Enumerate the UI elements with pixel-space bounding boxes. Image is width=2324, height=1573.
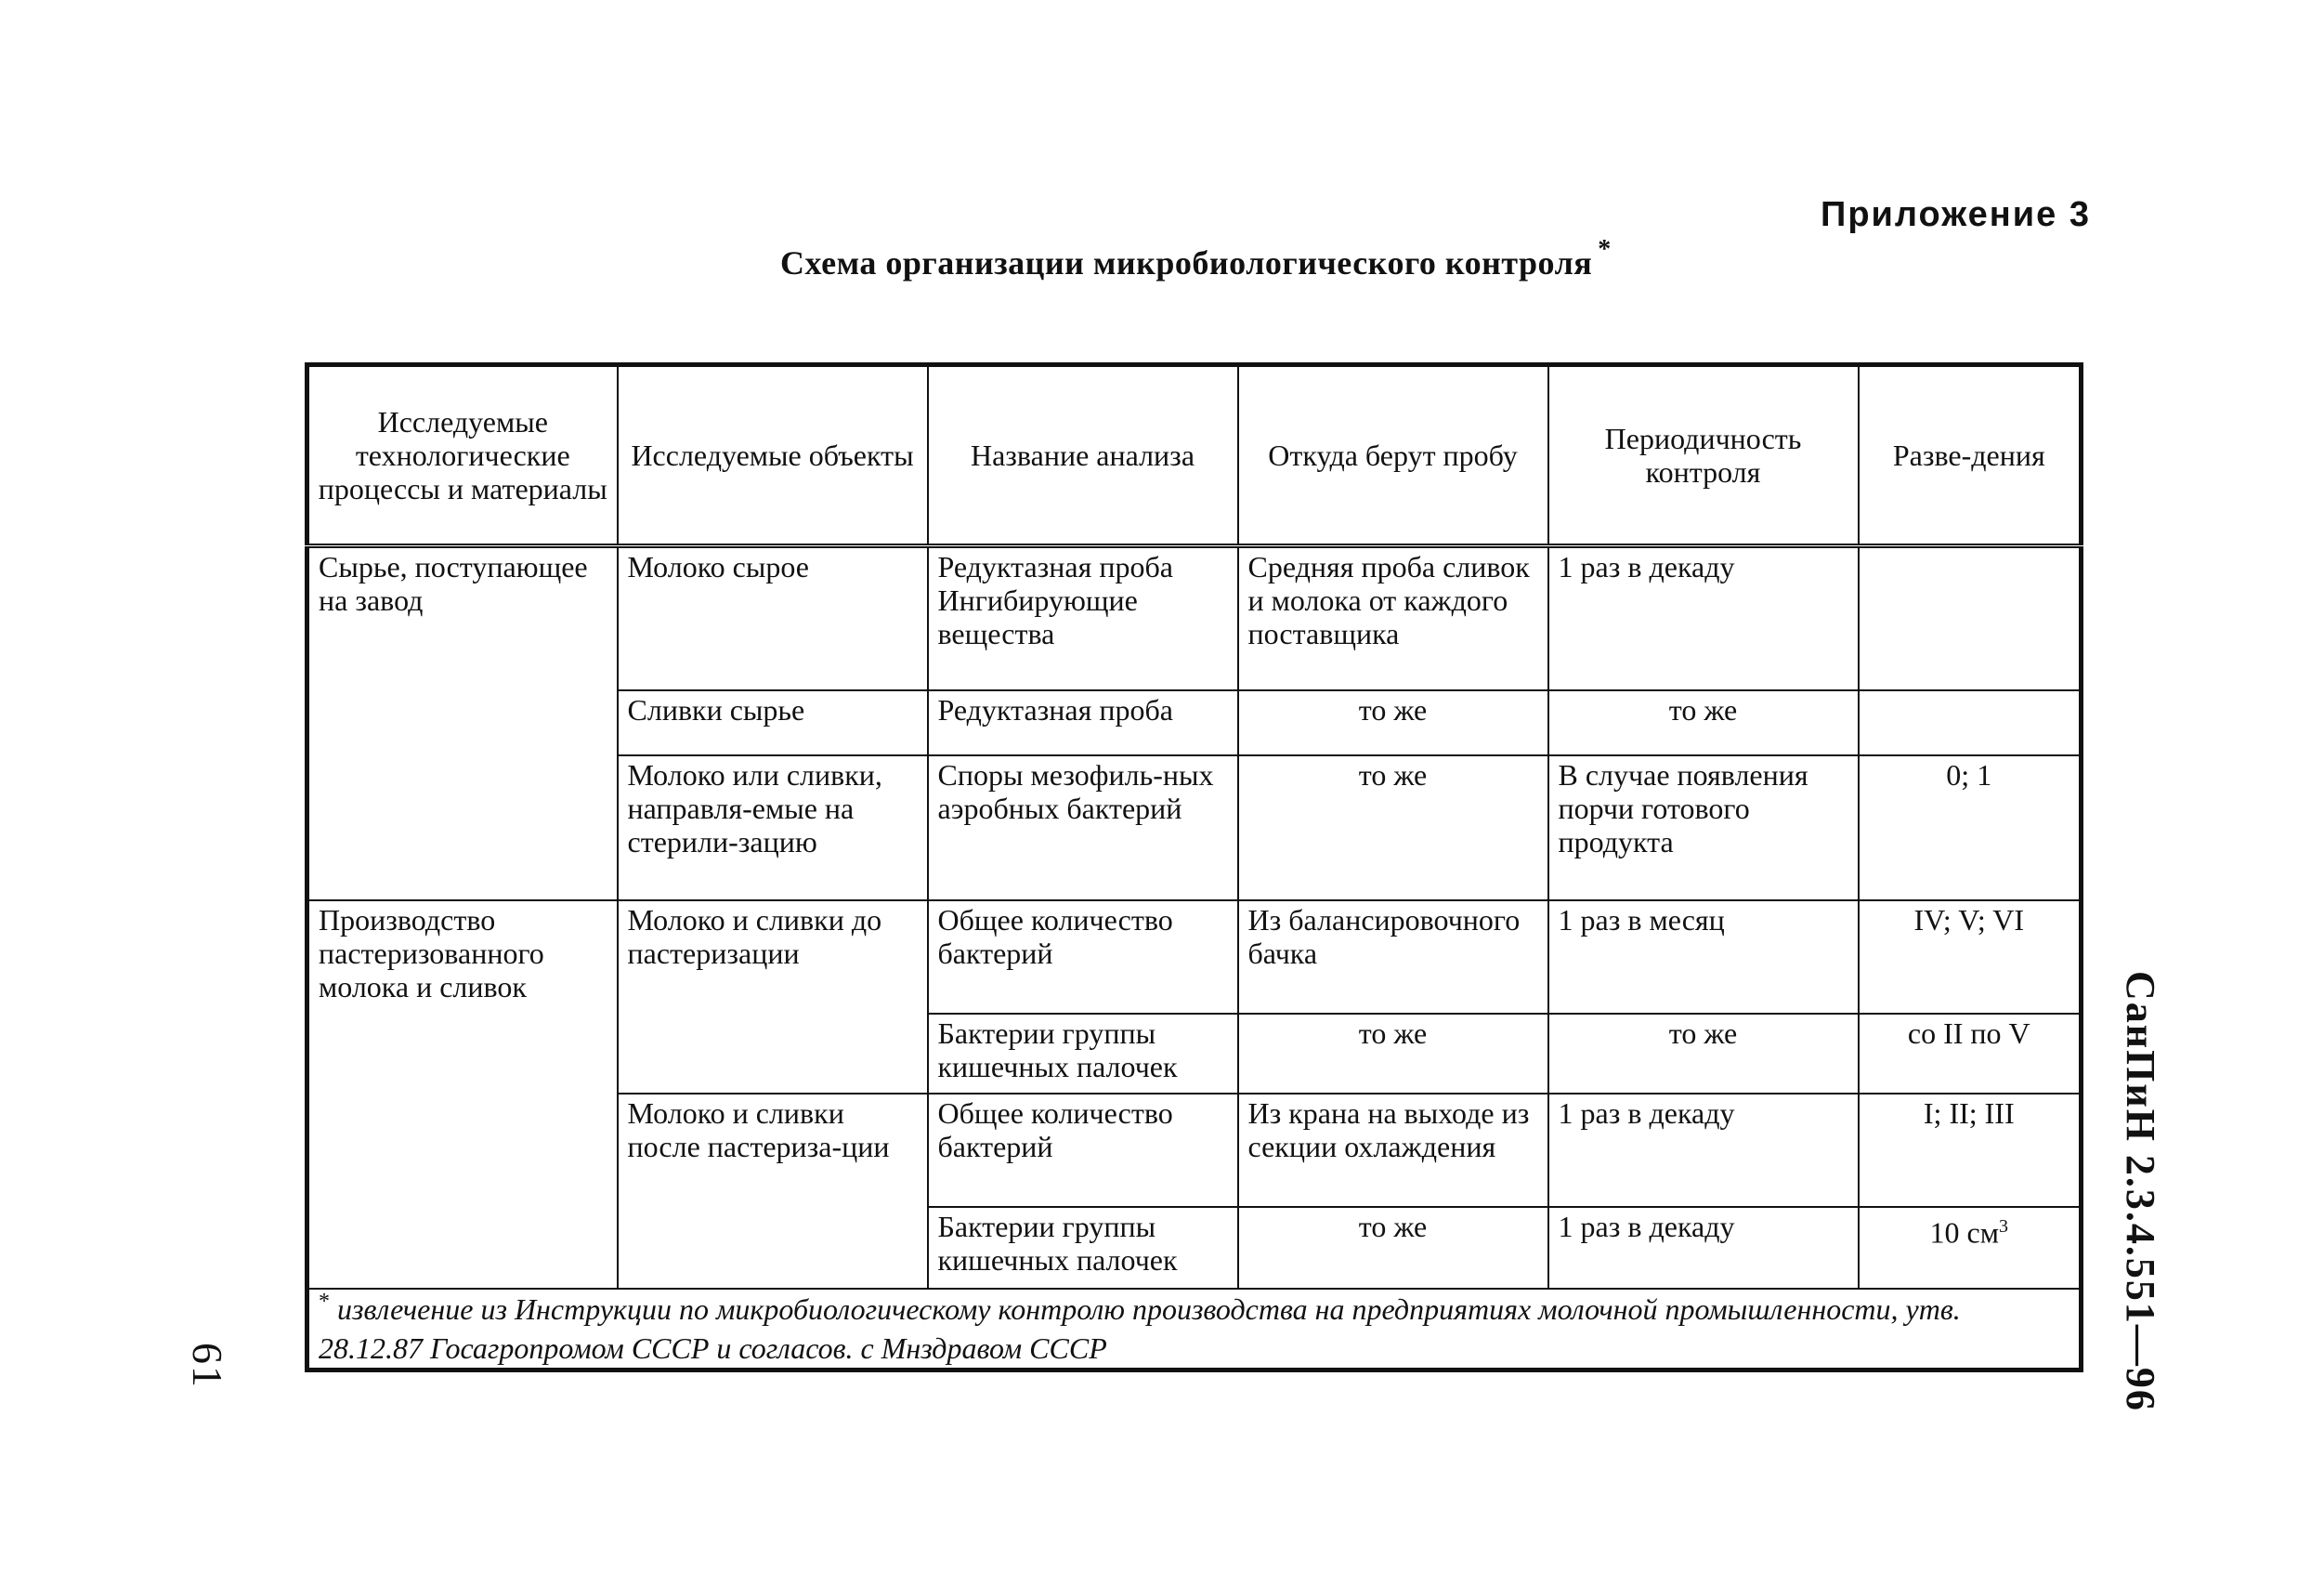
object-cell: Молоко или сливки, направля-емые на стерили-зацию <box>618 755 928 900</box>
analysis-cell: Общее количество бактерий <box>928 1094 1238 1207</box>
object-cell: Молоко сырое <box>618 546 928 691</box>
footnote-row <box>307 1289 2082 1370</box>
dilution-cell <box>1859 1207 2082 1289</box>
analysis-cell: Бактерии группы кишечных палочек <box>928 1207 1238 1289</box>
standard-code: СанПиН 2.3.4.551—96 <box>2118 971 2163 1412</box>
analysis-cell: Редуктазная проба Ингибирующие вещества <box>928 546 1238 691</box>
table-header-row <box>307 365 2082 546</box>
period-cell: В случае появления порчи готового продукта <box>1548 755 1859 900</box>
page-number: 61 <box>184 1343 231 1389</box>
object-cell: Сливки сырье <box>618 690 928 755</box>
period-cell: 1 раз в месяц <box>1548 900 1859 1014</box>
period-cell: то же <box>1548 690 1859 755</box>
header-analysis: Название анализа <box>928 365 1238 546</box>
analysis-cell: Редуктазная проба <box>928 690 1238 755</box>
table-row <box>307 546 2082 691</box>
source-cell: то же <box>1238 1014 1548 1094</box>
appendix-label: Приложение 3 <box>1821 195 2091 234</box>
dilution-cell: I; II; III <box>1859 1094 2082 1207</box>
process-cell: Производство пастеризованного молока и сливок <box>307 900 618 1289</box>
dilution-cell: IV; V; VI <box>1859 900 2082 1014</box>
source-cell: Из балансировочного бачка <box>1238 900 1548 1014</box>
dilution-unit-exponent: 3 <box>1998 1216 2008 1237</box>
period-cell: 1 раз в декаду <box>1548 1094 1859 1207</box>
object-cell: Молоко и сливки после пастериза-ции <box>618 1094 928 1289</box>
source-cell: то же <box>1238 1207 1548 1289</box>
period-cell: 1 раз в декаду <box>1548 1207 1859 1289</box>
source-cell: Из крана на выходе из секции охлаждения <box>1238 1094 1548 1207</box>
header-dilution: Разве-дения <box>1859 365 2082 546</box>
header-object: Исследуемые объекты <box>618 365 928 546</box>
analysis-cell: Бактерии группы кишечных палочек <box>928 1014 1238 1094</box>
source-cell: то же <box>1238 755 1548 900</box>
footnote-cell <box>307 1289 2082 1370</box>
dilution-cell <box>1859 546 2082 691</box>
control-scheme-table <box>305 362 2083 1372</box>
footnote-mark: * <box>319 1290 330 1314</box>
dilution-cell <box>1859 690 2082 755</box>
table-row <box>307 900 2082 1014</box>
object-cell: Молоко и сливки до пастеризации <box>618 900 928 1094</box>
header-process: Исследуемые технологические процессы и материалы <box>307 365 618 546</box>
title-footnote-mark: * <box>1598 235 1612 264</box>
period-cell: 1 раз в декаду <box>1548 546 1859 691</box>
analysis-cell: Споры мезофиль-ных аэробных бактерий <box>928 755 1238 900</box>
document-title <box>780 235 1612 282</box>
source-cell: то же <box>1238 690 1548 755</box>
title-text: Схема организации микробиологического контроля <box>780 244 1593 282</box>
process-cell: Сырье, поступающее на завод <box>307 546 618 901</box>
dilution-cell: 0; 1 <box>1859 755 2082 900</box>
footnote-text: извлечение из Инструкции по микробиологическому контролю производства на предприятиях молочной промышленности, утв. 28.12.87 Госагропромом СССР и согласов. с Мнздравом СССР <box>319 1292 1961 1365</box>
header-source: Откуда берут пробу <box>1238 365 1548 546</box>
header-period: Периодичность контроля <box>1548 365 1859 546</box>
dilution-cell: со II по V <box>1859 1014 2082 1094</box>
source-cell: Средняя проба сливок и молока от каждого поставщика <box>1238 546 1548 691</box>
dilution-value: 10 см <box>1929 1215 1999 1250</box>
period-cell: то же <box>1548 1014 1859 1094</box>
analysis-cell: Общее количество бактерий <box>928 900 1238 1014</box>
